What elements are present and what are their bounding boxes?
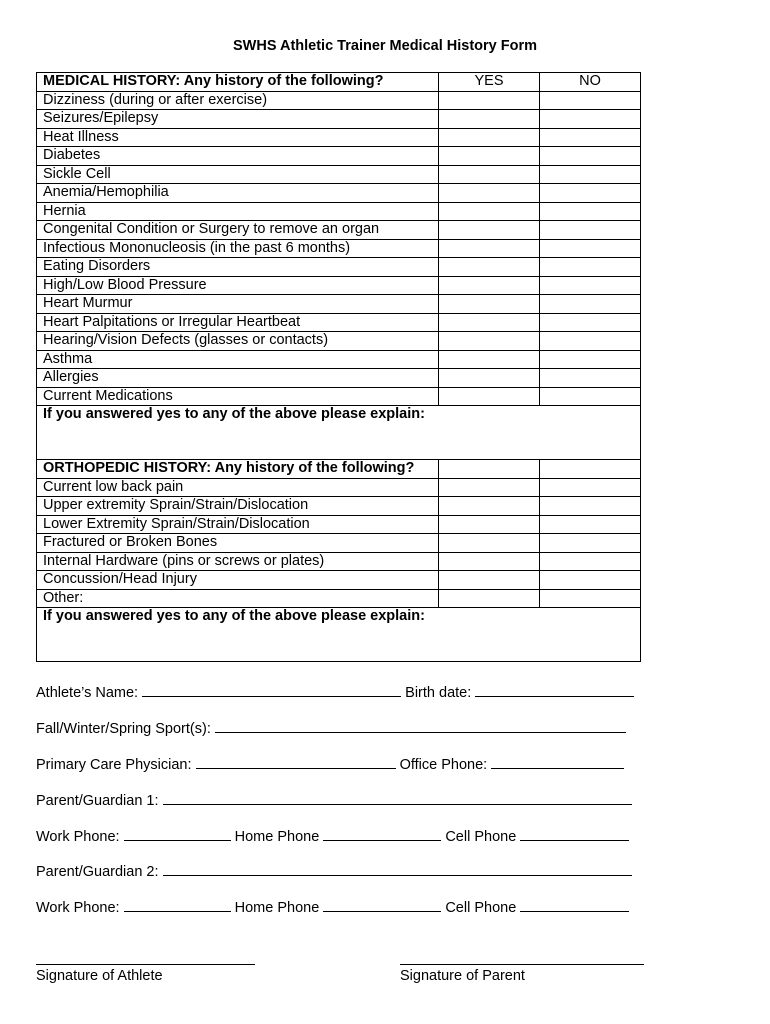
orthopedic-history-row [37,589,641,608]
guardian2-home-phone-field[interactable] [323,897,441,912]
medical-history-yes-checkbox[interactable] [439,221,540,240]
medical-history-yes-checkbox[interactable] [439,91,540,110]
orthopedic-history-row [37,515,641,534]
orthopedic-history-item-label: Internal Hardware (pins or screws or plates) [37,552,439,571]
orthopedic-history-row [37,534,641,553]
medical-history-yes-checkbox[interactable] [439,239,540,258]
medical-history-row [37,110,641,129]
orthopedic-heading: ORTHOPEDIC HISTORY: Any history of the following? [37,460,439,479]
orthopedic-history-no-checkbox[interactable] [540,478,641,497]
medical-history-no-checkbox[interactable] [540,110,641,129]
medical-history-row [37,332,641,351]
cell-phone-label: Cell Phone [445,900,517,916]
medical-history-yes-checkbox[interactable] [439,110,540,129]
medical-history-yes-checkbox[interactable] [439,369,540,388]
athlete-signature-label: Signature of Athlete [36,968,163,984]
parent-signature-label: Signature of Parent [400,968,525,984]
orthopedic-history-item-label: Lower Extremity Sprain/Strain/Dislocation [37,515,439,534]
medical-history-row [37,239,641,258]
medical-history-yes-checkbox[interactable] [439,313,540,332]
medical-explain-row [37,406,641,460]
medical-history-row [37,128,641,147]
medical-history-row [37,276,641,295]
medical-history-item-label: Sickle Cell [37,165,439,184]
orthopedic-history-item-label: Fractured or Broken Bones [37,534,439,553]
medical-history-item-label: Heart Murmur [37,295,439,314]
medical-heading: MEDICAL HISTORY: Any history of the following? [37,73,439,92]
guardian1-work-phone-field[interactable] [124,826,231,841]
medical-history-row [37,369,641,388]
medical-header-row [37,73,641,92]
guardian2-row [36,861,632,880]
office-phone-label: Office Phone: [399,757,488,773]
orthopedic-history-item-label: Other: [37,589,439,608]
home-phone-label: Home Phone [234,829,320,845]
orthopedic-no-header [540,460,641,479]
medical-history-row [37,165,641,184]
orthopedic-explain-field[interactable]: If you answered yes to any of the above please explain: [37,608,641,662]
physician-label: Primary Care Physician: [36,757,192,773]
medical-history-row [37,91,641,110]
orthopedic-history-row [37,552,641,571]
guardian1-phones-row [36,826,629,845]
medical-history-no-checkbox[interactable] [540,387,641,406]
physician-row [36,754,624,773]
orthopedic-history-no-checkbox[interactable] [540,552,641,571]
medical-history-item-label: Seizures/Epilepsy [37,110,439,129]
sports-row [36,718,626,737]
orthopedic-history-no-checkbox[interactable] [540,534,641,553]
guardian1-field[interactable] [163,790,632,805]
guardian2-label: Parent/Guardian 2: [36,864,159,880]
medical-history-item-label: Hearing/Vision Defects (glasses or contacts) [37,332,439,351]
medical-history-yes-checkbox[interactable] [439,128,540,147]
orthopedic-history-no-checkbox[interactable] [540,515,641,534]
medical-history-item-label: Current Medications [37,387,439,406]
medical-history-no-checkbox[interactable] [540,147,641,166]
guardian1-label: Parent/Guardian 1: [36,793,159,809]
cell-phone-label: Cell Phone [445,829,517,845]
birth-date-field[interactable] [475,682,634,697]
athlete-signature-line[interactable] [36,964,255,965]
medical-explain-field[interactable]: If you answered yes to any of the above please explain: [37,406,641,460]
history-table [36,72,641,662]
medical-history-item-label: Congenital Condition or Surgery to remove an organ [37,221,439,240]
medical-history-yes-checkbox[interactable] [439,332,540,351]
medical-history-item-label: Heart Palpitations or Irregular Heartbeat [37,313,439,332]
sports-label: Fall/Winter/Spring Sport(s): [36,721,211,737]
medical-history-no-checkbox[interactable] [540,165,641,184]
form-title: SWHS Athletic Trainer Medical History Form [232,38,538,54]
medical-explain-section [37,406,641,460]
guardian1-home-phone-field[interactable] [323,826,441,841]
work-phone-label: Work Phone: [36,900,120,916]
medical-history-item-label: Asthma [37,350,439,369]
medical-history-no-checkbox[interactable] [540,258,641,277]
orthopedic-history-row [37,571,641,590]
medical-history-row [37,147,641,166]
guardian2-work-phone-field[interactable] [124,897,231,912]
guardian1-cell-phone-field[interactable] [520,826,629,841]
sports-field[interactable] [215,718,626,733]
medical-history-no-checkbox[interactable] [540,202,641,221]
medical-history-no-checkbox[interactable] [540,184,641,203]
orthopedic-explain-row [37,608,641,662]
medical-history-row [37,295,641,314]
medical-history-item-label: Allergies [37,369,439,388]
athlete-name-label: Athlete’s Name: [36,685,139,701]
parent-signature-line[interactable] [400,964,644,965]
orthopedic-explain-section [37,608,641,662]
medical-history-yes-checkbox[interactable] [439,202,540,221]
orthopedic-history-row [37,478,641,497]
medical-history-item-label: Anemia/Hemophilia [37,184,439,203]
orthopedic-history-item-label: Concussion/Head Injury [37,571,439,590]
medical-history-yes-checkbox[interactable] [439,184,540,203]
medical-history-row [37,350,641,369]
orthopedic-yes-header [439,460,540,479]
medical-history-item-label: High/Low Blood Pressure [37,276,439,295]
medical-history-yes-checkbox[interactable] [439,165,540,184]
medical-history-yes-checkbox[interactable] [439,350,540,369]
orthopedic-history-section [37,460,641,608]
home-phone-label: Home Phone [234,900,320,916]
athlete-name-row [36,682,634,701]
medical-history-item-label: Eating Disorders [37,258,439,277]
orthopedic-history-row [37,497,641,516]
medical-history-no-checkbox[interactable] [540,91,641,110]
medical-history-row [37,313,641,332]
work-phone-label: Work Phone: [36,829,120,845]
orthopedic-history-yes-checkbox[interactable] [439,534,540,553]
medical-history-row [37,184,641,203]
orthopedic-history-yes-checkbox[interactable] [439,478,540,497]
orthopedic-history-no-checkbox[interactable] [540,497,641,516]
orthopedic-history-yes-checkbox[interactable] [439,552,540,571]
orthopedic-history-item-label: Upper extremity Sprain/Strain/Dislocation [37,497,439,516]
guardian2-cell-phone-field[interactable] [520,897,629,912]
medical-history-item-label: Hernia [37,202,439,221]
guardian2-phones-row [36,897,629,916]
orthopedic-history-yes-checkbox[interactable] [439,571,540,590]
medical-history-no-checkbox[interactable] [540,313,641,332]
medical-history-section [37,73,641,406]
medical-history-row [37,258,641,277]
medical-history-row [37,221,641,240]
physician-field[interactable] [196,754,396,769]
medical-history-yes-checkbox[interactable] [439,387,540,406]
medical-history-row [37,387,641,406]
orthopedic-history-yes-checkbox[interactable] [439,515,540,534]
yes-column-header: YES [439,73,540,92]
birth-date-label: Birth date: [405,685,472,701]
orthopedic-history-yes-checkbox[interactable] [439,497,540,516]
medical-history-item-label: Diabetes [37,147,439,166]
orthopedic-history-yes-checkbox[interactable] [439,589,540,608]
medical-history-no-checkbox[interactable] [540,350,641,369]
guardian1-row [36,790,632,809]
medical-history-no-checkbox[interactable] [540,221,641,240]
medical-history-yes-checkbox[interactable] [439,258,540,277]
medical-history-row [37,202,641,221]
medical-history-no-checkbox[interactable] [540,332,641,351]
medical-history-no-checkbox[interactable] [540,295,641,314]
medical-history-no-checkbox[interactable] [540,276,641,295]
medical-history-yes-checkbox[interactable] [439,276,540,295]
orthopedic-history-no-checkbox[interactable] [540,589,641,608]
athlete-name-field[interactable] [142,682,401,697]
medical-history-no-checkbox[interactable] [540,239,641,258]
office-phone-field[interactable] [491,754,624,769]
medical-history-no-checkbox[interactable] [540,369,641,388]
medical-history-item-label: Dizziness (during or after exercise) [37,91,439,110]
medical-history-yes-checkbox[interactable] [439,147,540,166]
medical-history-yes-checkbox[interactable] [439,295,540,314]
medical-history-no-checkbox[interactable] [540,128,641,147]
orthopedic-header-row [37,460,641,479]
orthopedic-history-no-checkbox[interactable] [540,571,641,590]
orthopedic-history-item-label: Current low back pain [37,478,439,497]
medical-history-item-label: Heat Illness [37,128,439,147]
no-column-header: NO [540,73,641,92]
guardian2-field[interactable] [163,861,632,876]
medical-history-item-label: Infectious Mononucleosis (in the past 6 months) [37,239,439,258]
